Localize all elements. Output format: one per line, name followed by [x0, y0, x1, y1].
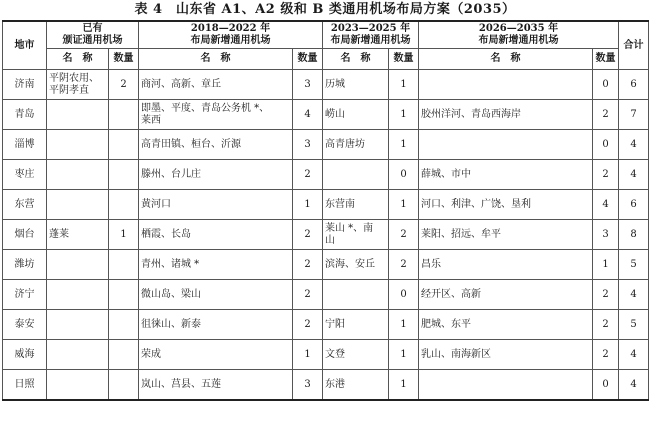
period-1-airports: 黄河口 [139, 190, 293, 220]
period-2-count: 0 [389, 280, 419, 310]
existing-count [109, 310, 139, 340]
period-3-airports: 胶州洋河、青岛西海岸 [419, 100, 593, 130]
period-1-count: 2 [293, 220, 323, 250]
table-row [3, 100, 649, 130]
period-3-airports: 肥城、东平 [419, 310, 593, 340]
table-row [3, 190, 649, 220]
existing-airports [47, 250, 109, 280]
period-1-airports: 荣成 [139, 340, 293, 370]
header-period-1-text: 2018—2022 年 布局新增通用机场 [190, 23, 271, 46]
row-total: 4 [619, 130, 649, 160]
airport-layout-table [2, 20, 649, 401]
header-period-2-text: 2023—2025 年 布局新增通用机场 [330, 23, 411, 46]
period-2-airports [323, 160, 389, 190]
period-3-airports: 乳山、南海新区 [419, 340, 593, 370]
row-city: 泰安 [3, 310, 47, 340]
period-1-count: 3 [293, 130, 323, 160]
existing-count [109, 190, 139, 220]
period-1-count: 2 [293, 280, 323, 310]
period-2-count: 2 [389, 220, 419, 250]
header-period-1 [139, 21, 323, 49]
existing-count [109, 250, 139, 280]
header-total: 合计 [619, 21, 649, 70]
header-existing [47, 21, 139, 49]
period-2-airports: 宁阳 [323, 310, 389, 340]
header-count: 数量 [593, 49, 619, 70]
period-2-count: 2 [389, 250, 419, 280]
period-3-airports [419, 370, 593, 401]
existing-count [109, 370, 139, 401]
row-city: 枣庄 [3, 160, 47, 190]
table-title: 表 4 山东省 A1、A2 级和 B 类通用机场布局方案（2035） [134, 2, 516, 17]
period-2-count: 1 [389, 370, 419, 401]
period-1-airports: 栖霞、长岛 [139, 220, 293, 250]
period-2-count: 1 [389, 100, 419, 130]
table-row [3, 250, 649, 280]
existing-count: 1 [109, 220, 139, 250]
existing-airports [47, 130, 109, 160]
row-total: 4 [619, 370, 649, 401]
row-city: 东营 [3, 190, 47, 220]
header-period-3 [419, 21, 619, 49]
row-total: 5 [619, 250, 649, 280]
period-3-count: 2 [593, 100, 619, 130]
period-2-airports: 历城 [323, 70, 389, 100]
period-2-airports: 东营南 [323, 190, 389, 220]
header-name: 名 称 [47, 49, 109, 70]
header-name: 名 称 [139, 49, 293, 70]
table-row [3, 340, 649, 370]
existing-count: 2 [109, 70, 139, 100]
period-1-count: 1 [293, 190, 323, 220]
period-1-count: 2 [293, 160, 323, 190]
period-3-airports [419, 130, 593, 160]
row-total: 4 [619, 280, 649, 310]
period-1-airports: 商河、高新、章丘 [139, 70, 293, 100]
period-2-count: 1 [389, 340, 419, 370]
table-row [3, 70, 649, 100]
period-3-count: 0 [593, 370, 619, 401]
header-period-2 [323, 21, 419, 49]
header-count: 数量 [293, 49, 323, 70]
header-name: 名 称 [323, 49, 389, 70]
period-1-airports: 青州、诸城 * [139, 250, 293, 280]
period-1-count: 2 [293, 310, 323, 340]
row-total: 6 [619, 190, 649, 220]
header-existing-text: 已有 颁证通用机场 [62, 23, 123, 46]
existing-count [109, 340, 139, 370]
period-3-count: 0 [593, 130, 619, 160]
row-total: 7 [619, 100, 649, 130]
header-count: 数量 [109, 49, 139, 70]
period-1-airports: 滕州、台儿庄 [139, 160, 293, 190]
row-city: 济南 [3, 70, 47, 100]
period-2-airports: 滨海、安丘 [323, 250, 389, 280]
period-2-count: 1 [389, 70, 419, 100]
existing-airports [47, 190, 109, 220]
existing-airports [47, 100, 109, 130]
row-total: 4 [619, 160, 649, 190]
row-total: 4 [619, 340, 649, 370]
row-city: 淄博 [3, 130, 47, 160]
period-1-count: 3 [293, 70, 323, 100]
period-1-count: 1 [293, 340, 323, 370]
period-3-count: 4 [593, 190, 619, 220]
period-3-airports: 河口、利津、广饶、垦利 [419, 190, 593, 220]
header-period-3-text: 2026—2035 年 布局新增通用机场 [478, 23, 559, 46]
existing-airports [47, 280, 109, 310]
period-2-count: 1 [389, 190, 419, 220]
existing-airports [47, 310, 109, 340]
row-total: 6 [619, 70, 649, 100]
row-total: 8 [619, 220, 649, 250]
period-3-count: 3 [593, 220, 619, 250]
row-city: 日照 [3, 370, 47, 401]
existing-count [109, 100, 139, 130]
period-2-count: 1 [389, 130, 419, 160]
existing-airports [47, 340, 109, 370]
existing-airports: 平阴农用、 平阴孝直 [47, 70, 109, 100]
period-1-count: 3 [293, 370, 323, 401]
table-row [3, 280, 649, 310]
existing-count [109, 280, 139, 310]
existing-count [109, 160, 139, 190]
existing-airports: 蓬莱 [47, 220, 109, 250]
period-2-airports: 崂山 [323, 100, 389, 130]
period-1-count: 2 [293, 250, 323, 280]
row-city: 威海 [3, 340, 47, 370]
period-3-airports [419, 70, 593, 100]
row-city: 青岛 [3, 100, 47, 130]
period-3-count: 2 [593, 340, 619, 370]
period-2-airports: 莱山 *、南 山 [323, 220, 389, 250]
existing-count [109, 130, 139, 160]
table-row [3, 370, 649, 401]
table-row [3, 160, 649, 190]
header-name: 名 称 [419, 49, 593, 70]
period-2-airports: 东港 [323, 370, 389, 401]
period-3-count: 2 [593, 310, 619, 340]
row-city: 烟台 [3, 220, 47, 250]
period-1-airports: 高青田镇、桓台、沂源 [139, 130, 293, 160]
period-1-airports: 徂徕山、新泰 [139, 310, 293, 340]
table-row [3, 130, 649, 160]
header-city: 地市 [3, 21, 47, 70]
period-3-airports: 经开区、高新 [419, 280, 593, 310]
period-1-airports: 微山岛、梁山 [139, 280, 293, 310]
period-2-airports: 文登 [323, 340, 389, 370]
row-total: 5 [619, 310, 649, 340]
row-city: 潍坊 [3, 250, 47, 280]
period-3-airports: 薛城、市中 [419, 160, 593, 190]
period-2-airports: 高青唐坊 [323, 130, 389, 160]
period-2-count: 0 [389, 160, 419, 190]
period-3-airports: 莱阳、招远、牟平 [419, 220, 593, 250]
period-3-airports: 昌乐 [419, 250, 593, 280]
period-3-count: 2 [593, 280, 619, 310]
header-count: 数量 [389, 49, 419, 70]
table-row [3, 310, 649, 340]
table-row [3, 220, 649, 250]
period-1-airports: 岚山、莒县、五莲 [139, 370, 293, 401]
period-3-count: 1 [593, 250, 619, 280]
row-city: 济宁 [3, 280, 47, 310]
period-2-airports [323, 280, 389, 310]
period-3-count: 2 [593, 160, 619, 190]
existing-airports [47, 370, 109, 401]
period-1-count: 4 [293, 100, 323, 130]
period-2-count: 1 [389, 310, 419, 340]
existing-airports [47, 160, 109, 190]
period-3-count: 0 [593, 70, 619, 100]
period-1-airports: 即墨、平度、青岛公务机 *、 莱西 [139, 100, 293, 130]
